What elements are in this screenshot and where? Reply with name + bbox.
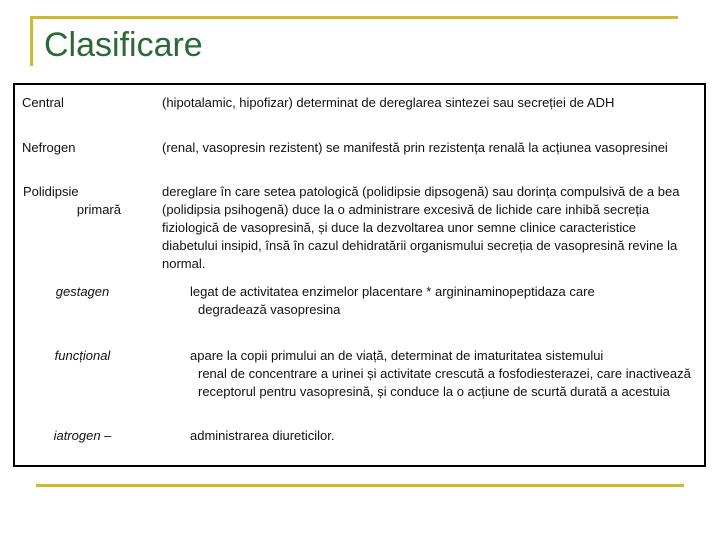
row-description: administrarea diureticilor.	[190, 428, 335, 443]
row-description: (hipotalamic, hipofizar) determinat de dereglarea sintezei sau secreției de ADH	[162, 95, 615, 110]
row-description: (renal, vasopresin rezistent) se manifestă prin rezistența renală la acțiunea vasopresinei	[162, 140, 668, 155]
row-label	[23, 183, 123, 219]
row-label-line2: primară	[76, 202, 121, 217]
title-rule-top	[30, 16, 678, 19]
title-rule-left	[30, 16, 33, 66]
row-label: Central	[22, 95, 64, 110]
row-label: iatrogen –	[53, 428, 112, 443]
row-label: gestagen	[55, 284, 110, 299]
row-description-line1: apare la copii primului an de viață, determinat de imaturitatea sistemului	[190, 348, 604, 363]
row-description	[190, 347, 695, 401]
row-description: dereglare în care setea patologică (polidipsie dipsogenă) sau dorința compulsivă de a bea (polidipsia psihogenă) duce la o administrare excesivă de lichide care inhibă secreția fiziologică de vasopresină, și duce la dezvoltarea unor semne clinice caracteristice diabetului insipid, însă în cazul dehidratării organismului secreția de vasopresină revine la normal.	[162, 184, 680, 271]
row-description-line1: legat de activitatea enzimelor placentare * argininaminopeptidaza care	[190, 284, 595, 299]
row-label-line1: Polidipsie	[23, 184, 79, 199]
row-description	[190, 283, 695, 319]
footer-rule	[36, 484, 684, 487]
row-description-rest: renal de concentrare a urinei și activitate crescută a fosfodiesterazei, care inactivează receptorul pentru vasopresină, și conduce la o acțiune de scurtă durată a acestuia	[198, 366, 691, 399]
slide-title: Clasificare	[44, 26, 203, 64]
classification-table	[13, 83, 706, 467]
row-label: Nefrogen	[22, 140, 76, 155]
row-description-rest: degradează vasopresina	[198, 302, 341, 317]
row-label: funcțional	[54, 348, 111, 363]
